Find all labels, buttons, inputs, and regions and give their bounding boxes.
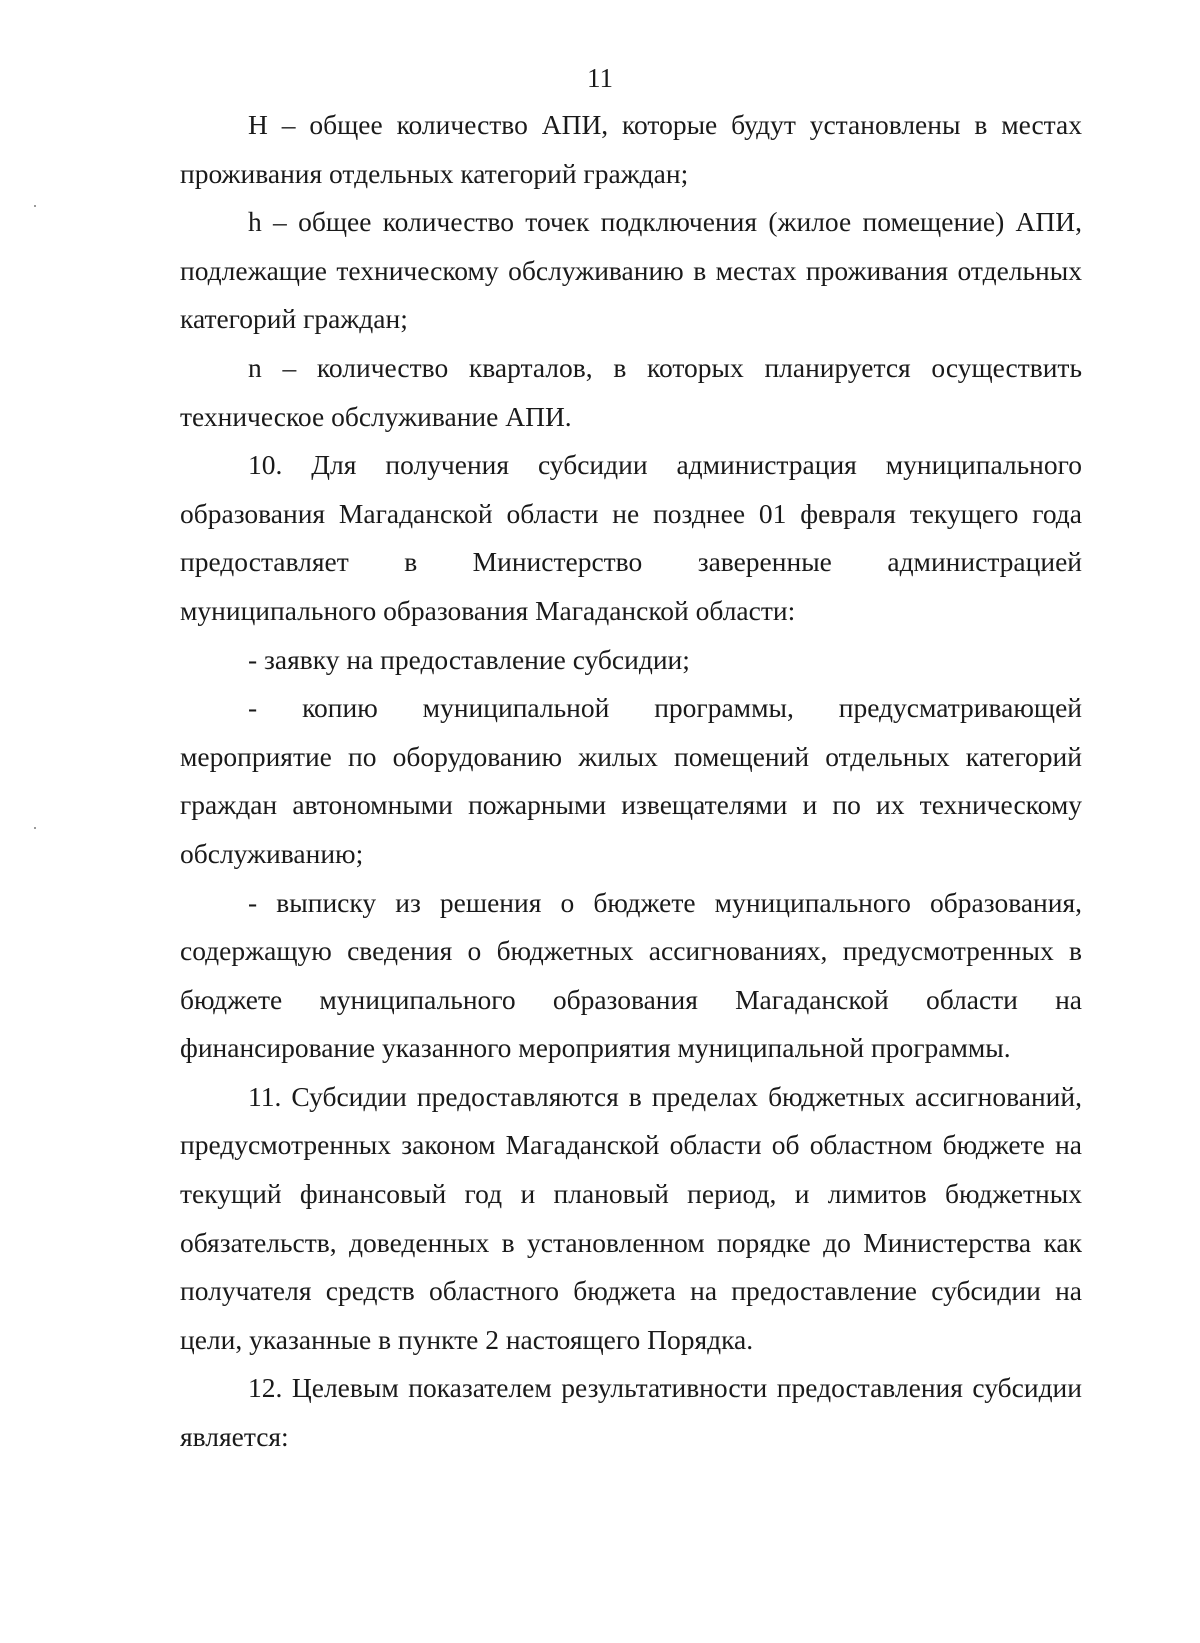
page-number: 11 [587, 63, 613, 93]
paragraph-variable-h-upper: Н – общее количество АПИ, которые будут установлены в местах проживания отдельных категорий граждан; [180, 109, 1082, 189]
scan-speck [34, 205, 36, 207]
paragraph-variable-n: n – количество кварталов, в которых планируется осуществить техническое обслуживание АПИ. [180, 351, 1082, 432]
scan-speck [34, 827, 36, 829]
list-item-application: - заявку на предоставление субсидии; [248, 643, 690, 675]
paragraph-variable-h-lower: h – общее количество точек подключения (жилое помещение) АПИ, подлежащие техническому обслуживанию в местах проживания отдельных категорий граждан; [180, 206, 1082, 335]
paragraph-item-12: 12. Целевым показателем результативности предоставления субсидии является: [180, 1372, 1082, 1453]
document-body [180, 101, 1082, 1462]
list-item-budget-extract: - выписку из решения о бюджете муниципального образования, содержащую сведения о бюджетных ассигнованиях, предусмотренных в бюджете муниципального образования Магаданской области на финансирование указанного мероприятия муниципальной программы. [180, 886, 1082, 1064]
paragraph-item-10: 10. Для получения субсидии администрация муниципального образования Магаданской области не позднее 01 февраля текущего года предоставляет в Министерство заверенные администрацией муниципального образования Магаданской области: [180, 449, 1082, 626]
list-item-program-copy: - копию муниципальной программы, предусматривающей мероприятие по оборудованию жилых помещений отдельных категорий граждан автономными пожарными извещателями и по их техническому обслуживанию; [180, 692, 1082, 869]
paragraph-item-11: 11. Субсидии предоставляются в пределах бюджетных ассигнований, предусмотренных законом Магаданской области об областном бюджете на текущий финансовый год и плановый период, и лимитов бюджетных обязательств, доведенных в установленном порядке до Министерства как получателя средств областного бюджета на предоставление субсидии на цели, указанные в пункте 2 настоящего Порядка. [180, 1080, 1082, 1355]
